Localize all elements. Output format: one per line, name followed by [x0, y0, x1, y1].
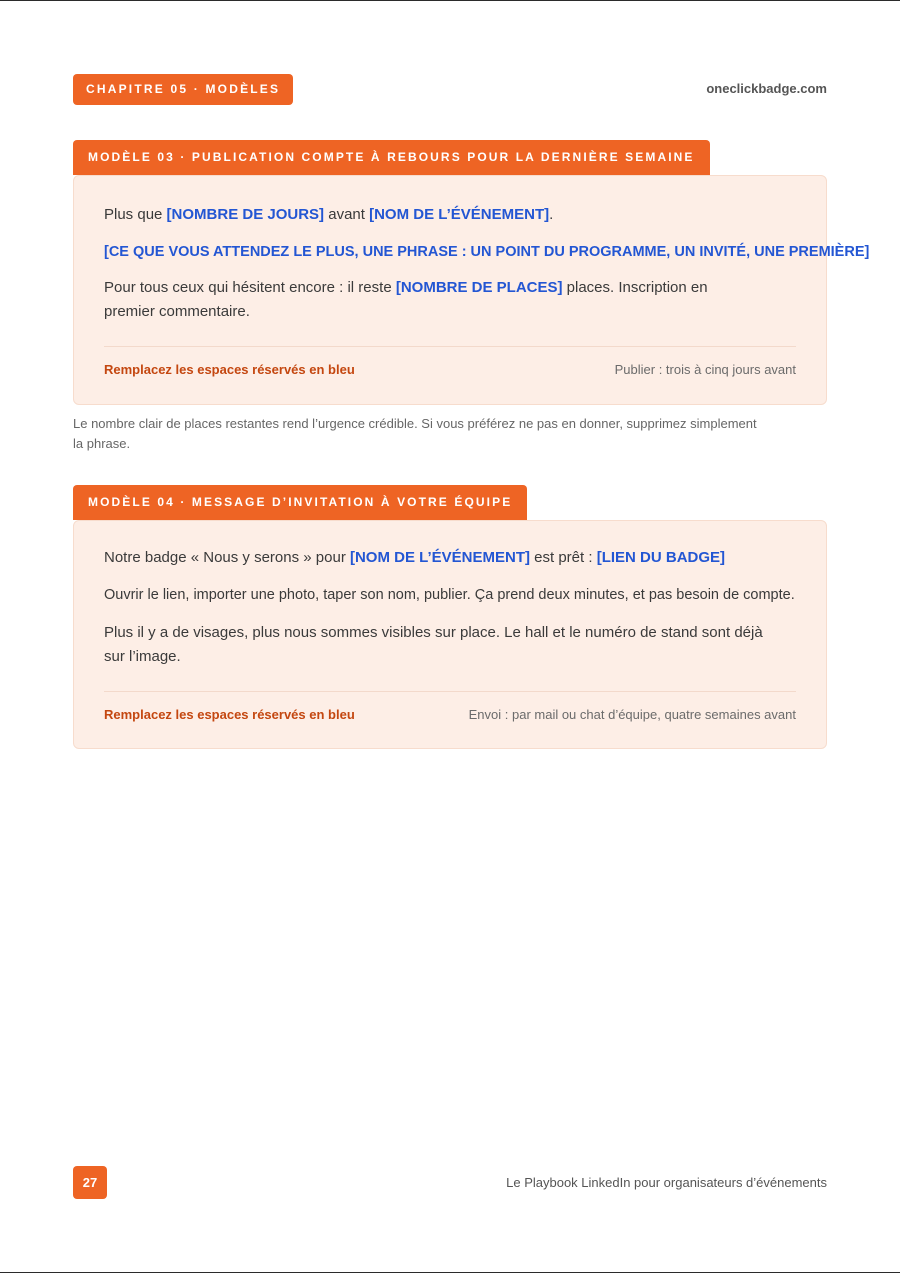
template-03-footer	[104, 346, 796, 392]
template-03-line-3: Pour tous ceux qui hésitent encore : il reste [NOMBRE DE PLACES] places. Inscription en premier commentaire.	[104, 279, 708, 320]
template-03-line-2	[104, 240, 870, 264]
placeholder: [NOM DE L’ÉVÉNEMENT]	[369, 206, 550, 223]
placeholder-hint: Remplacez les espaces réservés en bleu	[104, 362, 355, 377]
timing-text: Envoi : par mail ou chat d’équipe, quatre semaines avant	[468, 706, 796, 722]
placeholder: [NOMBRE DE PLACES]	[395, 279, 563, 296]
template-04-line-2: Ouvrir le lien, importer une photo, taper son nom, publier. Ça prend deux minutes, et pas besoin de compte.	[104, 587, 795, 603]
book-title: Le Playbook LinkedIn pour organisateurs d’événements	[506, 1175, 827, 1190]
template-04-line-3: Plus il y a de visages, plus nous sommes visibles sur place. Le hall et le numéro de stand sont déjà sur l’image.	[104, 624, 763, 665]
placeholder: [CE QUE VOUS ATTENDEZ LE PLUS, UNE PHRASE : UN POINT DU PROGRAMME, UN INVITÉ, UNE PREMIÈRE]	[104, 244, 870, 260]
template-04-line-1: Notre badge « Nous y serons » pour [NOM DE L’ÉVÉNEMENT] est prêt : [LIEN DU BADGE]	[104, 549, 726, 566]
template-04-footer	[104, 691, 796, 736]
template-04-label: MODÈLE 04 · MESSAGE D’INVITATION À VOTRE ÉQUIPE	[73, 485, 527, 520]
placeholder: [LIEN DU BADGE]	[596, 549, 726, 566]
page-number: 27	[73, 1166, 107, 1199]
chapter-tag: CHAPITRE 05 · MODÈLES	[73, 74, 293, 105]
placeholder: [NOM DE L’ÉVÉNEMENT]	[349, 549, 530, 566]
template-03-card	[73, 175, 870, 405]
template-03-label: MODÈLE 03 · PUBLICATION COMPTE À REBOURS POUR LA DERNIÈRE SEMAINE	[73, 140, 710, 175]
page-top-border	[0, 0, 900, 1]
placeholder: [NOMBRE DE JOURS]	[166, 206, 325, 223]
site-url: oneclickbadge.com	[706, 81, 827, 96]
timing-text: Publier : trois à cinq jours avant	[614, 362, 796, 377]
template-03-line-1: Plus que [NOMBRE DE JOURS] avant [NOM DE L’ÉVÉNEMENT].	[104, 206, 554, 223]
template-04-card	[73, 520, 827, 749]
note-text: Le nombre clair de places restantes rend l’urgence crédible. Si vous préférez ne pas en donner, supprimez simplement la phrase.	[73, 416, 757, 451]
placeholder-hint: Remplacez les espaces réservés en bleu	[104, 706, 355, 722]
